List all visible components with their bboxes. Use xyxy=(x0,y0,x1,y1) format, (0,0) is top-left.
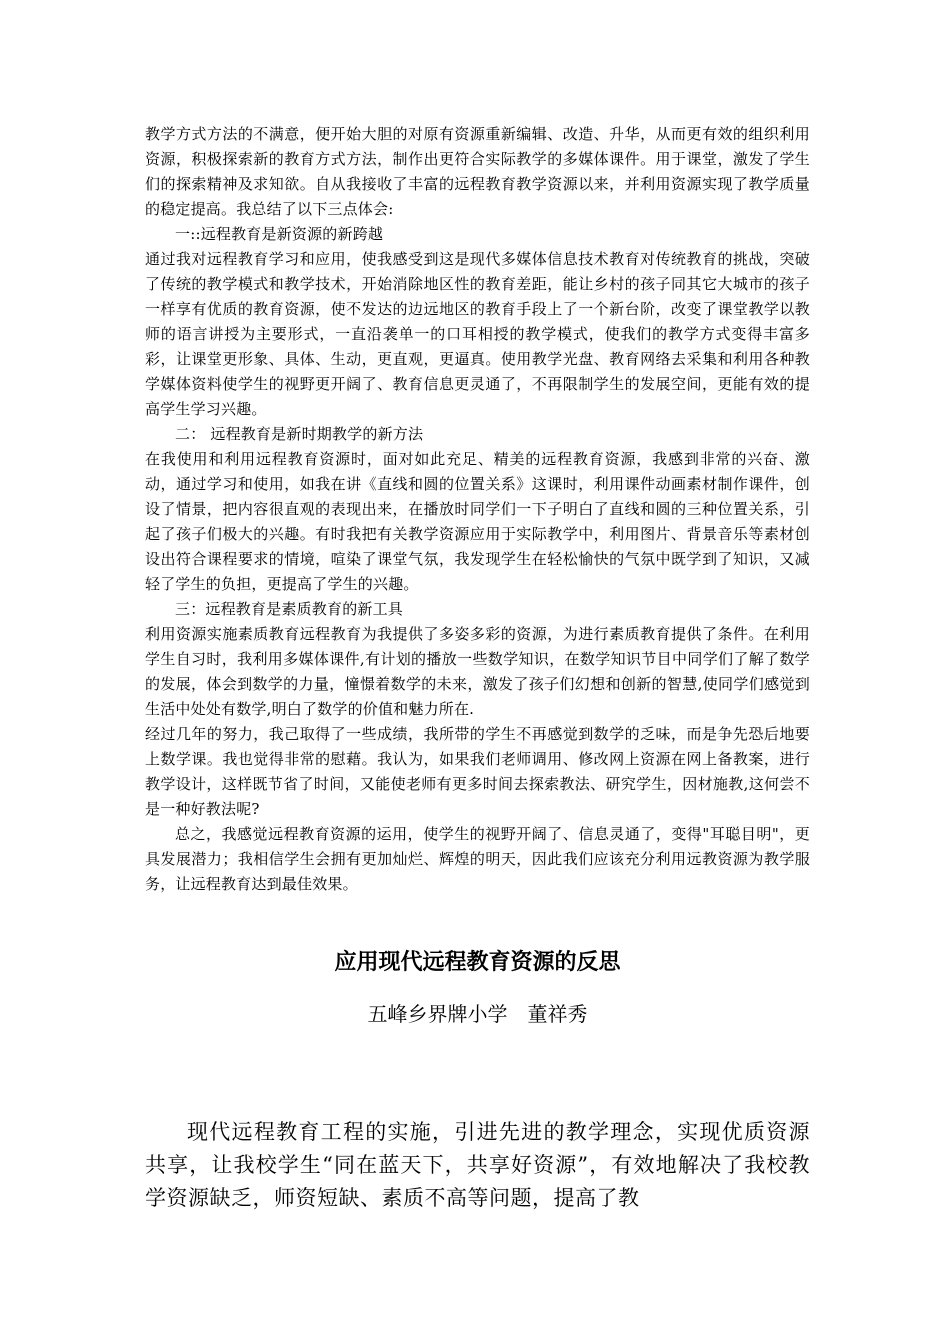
section-heading-1: 一::远程教育是新资源的新跨越 xyxy=(175,225,384,243)
article-body xyxy=(145,1116,810,1215)
conclusion-paragraph: 总之，我感觉远程教育资源的运用，使学生的视野开阔了、信息灵通了，变得"耳聪目明"，更具发展潜力；我相信学生会拥有更加灿烂、辉煌的明天，因此我们应该充分利用远教资源为教学服务，让远程教育达到最佳效果。 xyxy=(145,825,810,893)
section-heading-2: 二： 远程教育是新时期教学的新方法 xyxy=(175,425,424,443)
article-continuation xyxy=(145,122,810,897)
section-heading-3: 三：远程教育是素质教育的新工具 xyxy=(175,600,404,618)
intro-paragraph: 教学方式方法的不满意，便开始大胆的对原有资源重新编辑、改造、升华，从而更有效的组织利用资源，积极探索新的教育方式方法，制作出更符合实际教学的多媒体课件。用于课堂，激发了学生们的探索精神及求知欲。自从我接收了丰富的远程教育教学资源以来，并利用资源实现了教学质量的稳定提高。我总结了以下三点体会: xyxy=(145,125,810,218)
section-paragraph-1: 通过我对远程教育学习和应用，使我感受到这是现代多媒体信息技术教育对传统教育的挑战，突破了传统的教学模式和教学技术，开始消除地区性的教育差距，能让乡村的孩子同其它大城市的孩子一样享有优质的教育资源，使不发达的边远地区的教育手段上了一个新台阶，改变了课堂教学以教师的语言讲授为主要形式，一直沿袭单一的口耳相授的教学模式，使我们的教学方式变得丰富多彩，让课堂更形象、具体、生动，更直观，更逼真。使用教学光盘、教育网络去采集和利用各种教学媒体资料使学生的视野更开阔了、教育信息更灵通了，不再限制学生的发展空间，更能有效的提高学生学习兴趣。 xyxy=(145,250,810,418)
article-title: 应用现代远程教育资源的反思 xyxy=(334,949,621,975)
section-paragraph-4: 经过几年的努力，我己取得了一些成绩，我所带的学生不再感觉到数学的乏味，而是争先恐后地要上数学课。我也觉得非常的慰藉。我认为，如果我们老师调用、修改网上资源在网上备教案，进行教学设计，这样既节省了时间，又能使老师有更多时间去探索教法、研究学生，因材施教,这何尝不是一种好教法呢? xyxy=(145,725,810,818)
document-page xyxy=(145,122,810,1215)
section-paragraph-3: 利用资源实施素质教育远程教育为我提供了多姿多彩的资源，为进行素质教育提供了条件。在利用学生自习时，我利用多媒体课件,有计划的播放一些数学知识，在数学知识节目中同学们了解了数学的发展，体会到数学的力量，憧憬着数学的未来，激发了孩子们幻想和创新的智慧,使同学们感觉到生活中处处有数学,明白了数学的价值和魅力所在. xyxy=(145,625,810,718)
section-paragraph-2: 在我使用和利用远程教育资源时，面对如此充足、精美的远程教育资源，我感到非常的兴奋、激动，通过学习和使用，如我在讲《直线和圆的位置关系》这课时，利用课件动画素材制作课件，创设了情景，把内容很直观的表现出来，在播放时同学们一下子明白了直线和圆的三种位置关系，引起了孩子们极大的兴趣。有时我把有关教学资源应用于实际教学中，利用图片、背景音乐等素材创设出符合课程要求的情境，喧染了课堂气氛，我发现学生在轻松愉快的气氛中既学到了知识，又减轻了学生的负担，更提高了学生的兴趣。 xyxy=(145,450,810,593)
article-author: 五峰乡界牌小学 董祥秀 xyxy=(367,1002,588,1026)
article-paragraph-1: 现代远程教育工程的实施，引进先进的教学理念，实现优质资源共享，让我校学生“同在蓝天下，共享好资源”，有效地解决了我校教学资源缺乏，师资短缺、素质不高等问题，提高了教 xyxy=(145,1120,810,1210)
